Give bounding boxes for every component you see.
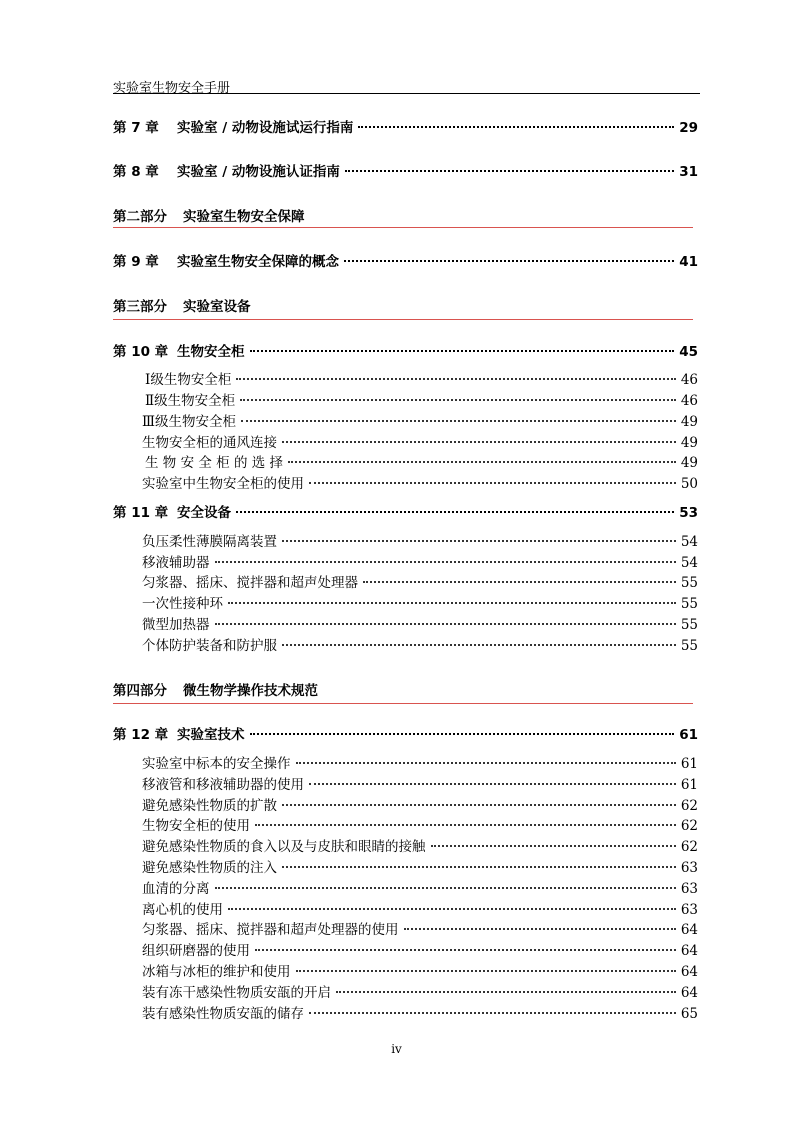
section-title: 移液管和移液辅助器的使用 <box>142 777 304 793</box>
chapter-title: 生物安全柜 <box>177 344 245 360</box>
toc-chapter-10[interactable] <box>113 340 698 360</box>
chapter-page: 45 <box>679 344 698 360</box>
part-divider <box>113 319 693 320</box>
part-divider <box>113 227 693 228</box>
section-page: 63 <box>680 881 698 897</box>
part-title: 实验室设备 <box>183 299 251 315</box>
section-page: 50 <box>680 476 698 492</box>
toc-section[interactable] <box>142 571 698 591</box>
leader-dots <box>404 928 676 930</box>
leader-dots <box>345 170 674 172</box>
section-page: 55 <box>680 617 698 633</box>
section-title: 生物安全柜的通风连接 <box>142 435 277 451</box>
toc-section[interactable] <box>142 835 698 855</box>
section-page: 54 <box>680 555 698 571</box>
leader-dots <box>250 350 675 352</box>
toc-section[interactable] <box>142 368 698 388</box>
leader-dots <box>296 970 676 972</box>
toc-section[interactable] <box>142 634 698 654</box>
leader-dots <box>215 887 676 889</box>
toc-section[interactable] <box>142 773 698 793</box>
chapter-page: 53 <box>679 505 698 521</box>
section-title: 个体防护装备和防护服 <box>142 638 277 654</box>
leader-dots <box>282 866 676 868</box>
leader-dots <box>215 561 676 563</box>
leader-dots <box>336 991 676 993</box>
toc-section[interactable] <box>142 389 698 409</box>
section-page: 46 <box>680 372 698 388</box>
leader-dots <box>240 399 676 401</box>
leader-dots <box>309 783 676 785</box>
section-page: 49 <box>680 435 698 451</box>
leader-dots <box>236 511 674 513</box>
toc-section[interactable] <box>142 530 698 550</box>
leader-dots <box>344 260 674 262</box>
chapter-number: 第 9 章 <box>113 254 159 270</box>
chapter-title: 实验室 / 动物设施认证指南 <box>177 164 340 180</box>
section-title: 微型加热器 <box>142 617 210 633</box>
chapter-number: 第 8 章 <box>113 164 159 180</box>
section-page: 61 <box>680 777 698 793</box>
leader-dots <box>228 602 676 604</box>
section-title: 匀浆器、摇床、搅拌器和超声处理器 <box>142 575 358 591</box>
toc-part-3[interactable] <box>113 295 251 315</box>
toc-section[interactable] <box>142 856 698 876</box>
chapter-number: 第 11 章 <box>113 505 169 521</box>
section-title: Ⅰ级生物安全柜 <box>145 372 232 388</box>
leader-dots <box>288 461 676 463</box>
section-page: 64 <box>680 943 698 959</box>
section-title: 生 物 安 全 柜 的 选 择 <box>145 455 284 471</box>
toc-section[interactable] <box>142 814 698 834</box>
section-title: 实验室中标本的安全操作 <box>142 756 291 772</box>
chapter-number: 第 12 章 <box>113 727 169 743</box>
leader-dots <box>309 482 676 484</box>
part-number: 第四部分 <box>113 683 167 699</box>
chapter-title: 实验室技术 <box>177 727 245 743</box>
section-page: 64 <box>680 964 698 980</box>
leader-dots <box>282 644 676 646</box>
section-title: 实验室中生物安全柜的使用 <box>142 476 304 492</box>
chapter-number: 第 7 章 <box>113 120 159 136</box>
chapter-number: 第 10 章 <box>113 344 169 360</box>
leader-dots <box>296 762 676 764</box>
chapter-page: 61 <box>679 727 698 743</box>
section-title: 避免感染性物质的食入以及与皮肤和眼睛的接触 <box>142 839 426 855</box>
section-page: 46 <box>680 393 698 409</box>
toc-part-2[interactable] <box>113 205 305 225</box>
leader-dots <box>228 908 676 910</box>
toc-chapter-8[interactable] <box>113 160 698 180</box>
header-title: 实验室生物安全手册 <box>113 81 231 96</box>
leader-dots <box>255 949 676 951</box>
section-page: 62 <box>680 818 698 834</box>
toc-section[interactable] <box>142 981 698 1001</box>
section-title: 匀浆器、摇床、搅拌器和超声处理器的使用 <box>142 922 399 938</box>
chapter-title: 实验室生物安全保障的概念 <box>177 254 339 270</box>
chapter-title: 安全设备 <box>177 505 231 521</box>
toc-section[interactable] <box>142 410 698 430</box>
section-title: 移液辅助器 <box>142 555 210 571</box>
toc-section[interactable] <box>142 592 698 612</box>
chapter-page: 31 <box>679 164 698 180</box>
toc-section[interactable] <box>142 918 698 938</box>
section-title: 一次性接种环 <box>142 596 223 612</box>
toc-chapter-11[interactable] <box>113 501 698 521</box>
chapter-page: 41 <box>679 254 698 270</box>
section-page: 63 <box>680 902 698 918</box>
leader-dots <box>358 126 674 128</box>
section-page: 55 <box>680 638 698 654</box>
chapter-title: 实验室 / 动物设施试运行指南 <box>177 120 354 136</box>
section-page: 54 <box>680 534 698 550</box>
section-page: 62 <box>680 798 698 814</box>
section-title: Ⅱ级生物安全柜 <box>145 393 236 409</box>
section-page: 61 <box>680 756 698 772</box>
section-page: 63 <box>680 860 698 876</box>
section-title: 避免感染性物质的扩散 <box>142 798 277 814</box>
leader-dots <box>255 824 676 826</box>
leader-dots <box>309 1012 676 1014</box>
leader-dots <box>236 378 675 380</box>
section-title: 装有冻干感染性物质安瓿的开启 <box>142 985 331 1001</box>
leader-dots <box>215 623 676 625</box>
toc-section[interactable] <box>142 613 698 633</box>
leader-dots <box>250 733 675 735</box>
toc-chapter-7[interactable] <box>113 116 698 136</box>
section-page: 49 <box>680 414 698 430</box>
page-number: iv <box>391 1042 402 1056</box>
section-title: 负压柔性薄膜隔离装置 <box>142 534 277 550</box>
toc-part-4[interactable] <box>113 679 318 699</box>
section-title: 冰箱与冰柜的维护和使用 <box>142 964 291 980</box>
toc-section[interactable] <box>142 431 698 451</box>
toc-section[interactable] <box>142 551 698 571</box>
toc-chapter-12[interactable] <box>113 723 698 743</box>
toc-section[interactable] <box>142 451 698 471</box>
part-title: 实验室生物安全保障 <box>183 209 305 225</box>
toc-chapter-9[interactable] <box>113 250 698 270</box>
section-title: 装有感染性物质安瓿的储存 <box>142 1006 304 1022</box>
section-title: 血清的分离 <box>142 881 210 897</box>
part-divider <box>113 703 693 704</box>
leader-dots <box>363 581 676 583</box>
leader-dots <box>241 420 676 422</box>
toc-section[interactable] <box>142 877 698 897</box>
section-page: 49 <box>680 455 698 471</box>
section-page: 64 <box>680 985 698 1001</box>
header-rule <box>113 93 700 94</box>
leader-dots <box>431 845 676 847</box>
chapter-page: 29 <box>679 120 698 136</box>
section-page: 55 <box>680 596 698 612</box>
leader-dots <box>282 441 676 443</box>
leader-dots <box>282 804 676 806</box>
toc-section[interactable] <box>142 939 698 959</box>
toc-section[interactable] <box>142 1002 698 1022</box>
part-number: 第三部分 <box>113 299 167 315</box>
section-page: 64 <box>680 922 698 938</box>
toc-section[interactable] <box>142 752 698 772</box>
section-title: 离心机的使用 <box>142 902 223 918</box>
part-number: 第二部分 <box>113 209 167 225</box>
toc-section[interactable] <box>142 898 698 918</box>
section-title: Ⅲ级生物安全柜 <box>142 414 237 430</box>
part-title: 微生物学操作技术规范 <box>183 683 318 699</box>
toc-section[interactable] <box>142 472 698 492</box>
section-title: 生物安全柜的使用 <box>142 818 250 834</box>
section-title: 避免感染性物质的注入 <box>142 860 277 876</box>
toc-section[interactable] <box>142 794 698 814</box>
toc-section[interactable] <box>142 960 698 980</box>
leader-dots <box>282 540 676 542</box>
section-page: 62 <box>680 839 698 855</box>
section-title: 组织研磨器的使用 <box>142 943 250 959</box>
section-page: 55 <box>680 575 698 591</box>
section-page: 65 <box>680 1006 698 1022</box>
